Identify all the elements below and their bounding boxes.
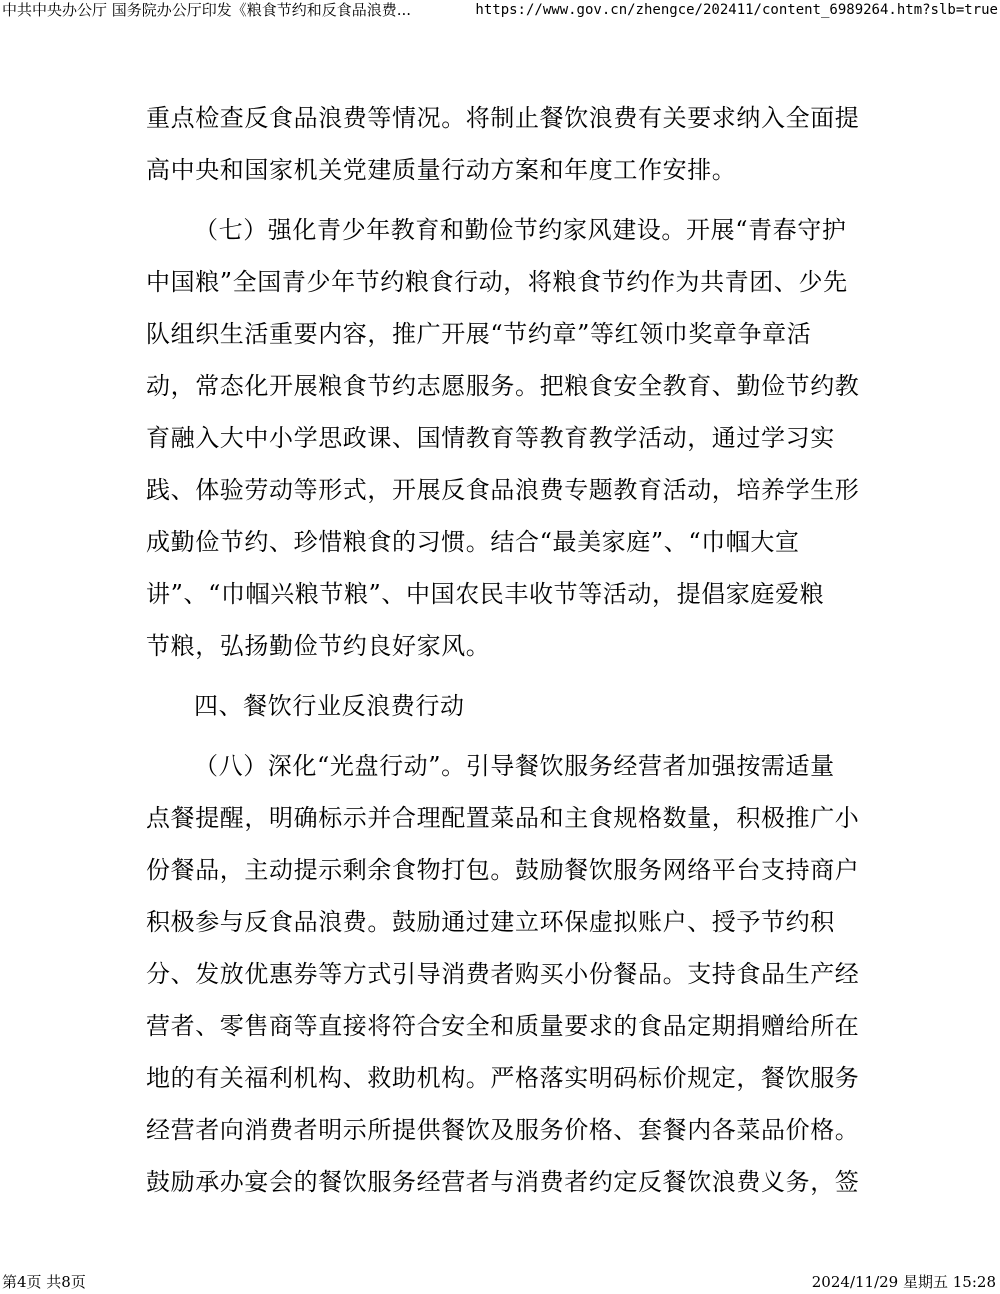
text-line: 动，常态化开展粮食节约志愿服务。把粮食安全教育、勤俭节约教 (146, 372, 860, 400)
print-header (0, 0, 1000, 22)
text-line: 节粮，弘扬勤俭节约良好家风。 (146, 632, 491, 660)
text-line: 点餐提醒，明确标示并合理配置菜品和主食规格数量，积极推广小 (146, 804, 860, 832)
text-line: 份餐品，主动提示剩余食物打包。鼓励餐饮服务网络平台支持商户 (146, 856, 860, 884)
text-line: 重点检查反食品浪费等情况。将制止餐饮浪费有关要求纳入全面提 (146, 104, 860, 132)
text-line: 队组织生活重要内容，推广开展“节约章”等红领巾奖章争章活 (146, 320, 812, 348)
text-line: 高中央和国家机关党建质量行动方案和年度工作安排。 (146, 156, 737, 184)
text-line: 营者、零售商等直接将符合安全和质量要求的食品定期捐赠给所在 (146, 1012, 860, 1040)
text-line: 中国粮”全国青少年节约粮食行动，将粮食节约作为共青团、少先 (146, 268, 848, 296)
section-heading-4: 四、餐饮行业反浪费行动 (194, 692, 465, 720)
text-line: 讲”、“巾帼兴粮节粮”、中国农民丰收节等活动，提倡家庭爱粮 (146, 580, 825, 608)
print-datetime: 2024/11/29 星期五 15:28 (811, 1273, 996, 1291)
section-8-heading-line: （八）深化“光盘行动”。引导餐饮服务经营者加强按需适量 (194, 752, 835, 780)
text-line: 分、发放优惠券等方式引导消费者购买小份餐品。支持食品生产经 (146, 960, 860, 988)
page-title: 中共中央办公厅 国务院办公厅印发《粮食节约和反食品浪费... (2, 1, 412, 19)
text-line: 地的有关福利机构、救助机构。严格落实明码标价规定，餐饮服务 (146, 1064, 860, 1092)
section-7-heading-line: （七）强化青少年教育和勤俭节约家风建设。开展“青春守护 (194, 216, 847, 244)
document-body (146, 96, 858, 1212)
text-line: 鼓励承办宴会的餐饮服务经营者与消费者约定反餐饮浪费义务，签 (146, 1168, 860, 1196)
text-line: 积极参与反食品浪费。鼓励通过建立环保虚拟账户、授予节约积 (146, 908, 835, 936)
page-url: https://www.gov.cn/zhengce/202411/content_6989264.htm?slb=true (475, 2, 998, 18)
text-line: 践、体验劳动等形式，开展反食品浪费专题教育活动，培养学生形 (146, 476, 860, 504)
print-footer (0, 1272, 1000, 1294)
text-line: 成勤俭节约、珍惜粮食的习惯。结合“最美家庭”、“巾帼大宣 (146, 528, 800, 556)
text-line: 经营者向消费者明示所提供餐饮及服务价格、套餐内各菜品价格。 (146, 1116, 860, 1144)
page-number: 第4页 共8页 (2, 1273, 86, 1291)
text-line: 育融入大中小学思政课、国情教育等教育教学活动，通过学习实 (146, 424, 835, 452)
